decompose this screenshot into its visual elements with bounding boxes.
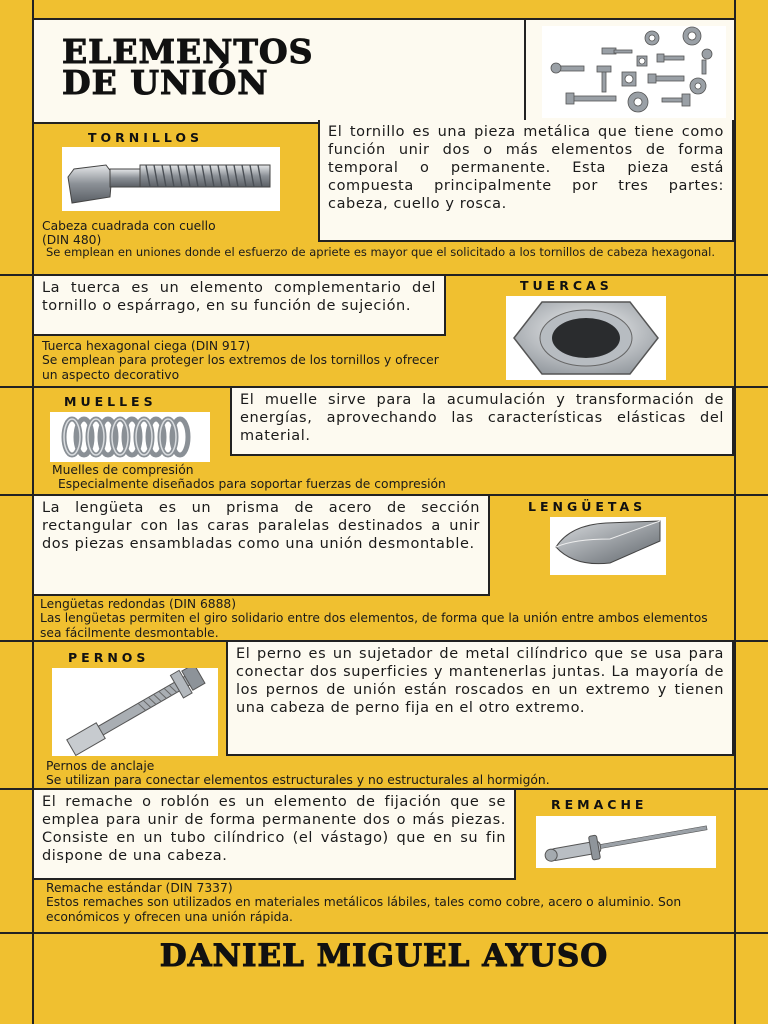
tornillos-caption: Cabeza cuadrada con cuello [42, 219, 216, 233]
frame-line-right [734, 0, 736, 1024]
title-line-2: DE UNIÓN [62, 63, 269, 102]
muelles-note: Especialmente diseñados para soportar fuerzas de compresión [58, 477, 446, 491]
remache-caption: Remache estándar (DIN 7337) [46, 881, 233, 895]
anchor-bolt-image [52, 668, 218, 756]
pernos-caption: Pernos de anclaje [46, 759, 155, 773]
header-divider [524, 20, 526, 122]
page-title [62, 32, 314, 102]
header-panel [34, 18, 734, 124]
lenguetas-title: LENGÜETAS [528, 499, 647, 514]
muelles-caption: Muelles de compresión [52, 463, 194, 477]
remache-note: Estos remaches son utilizados en materiales metálicos lábiles, tales como cobre, acero o aluminio. Son económicos y ofrecen una unión rápida. [46, 895, 682, 924]
rivet-image [536, 816, 716, 868]
tuercas-note: Se emplean para proteger los extremos de los tornillos y ofrecer un aspecto decorativo [42, 353, 439, 382]
hex-nut-image [506, 296, 666, 380]
tornillos-caption-din: (DIN 480) [42, 233, 102, 247]
author-name: DANIEL MIGUEL AYUSO [159, 938, 609, 974]
fasteners-assortment-image [542, 26, 726, 118]
muelles-description: El muelle sirve para la acumulación y transformación de energías, aprovechando las características elásticas del material. [230, 388, 734, 456]
lenguetas-caption: Lengüetas redondas (DIN 6888) [40, 597, 237, 611]
pernos-description: El perno es un sujetador de metal cilíndrico que se usa para conectar dos superficies y mantenerlas juntas. La mayoría de los pernos de unión están roscados en un extremo y tienen una cabeza de perno fija en el otro extremo. [226, 642, 734, 756]
remache-description: El remache o roblón es un elemento de fijación que se emplea para unir de forma permanente dos o más piezas. Consiste en un tubo cilíndrico (el vástago) que en su fin dispone de una cabeza. [34, 790, 516, 880]
tuercas-caption: Tuerca hexagonal ciega (DIN 917) [42, 339, 251, 353]
tornillos-title: TORNILLOS [88, 130, 204, 145]
tuercas-description: La tuerca es un elemento complementario del tornillo o espárrago, en su función de sujeción. [34, 276, 446, 336]
tornillos-note: Se emplean en uniones donde el esfuerzo de apriete es mayor que el solicitado a los tornillos de cabeza hexagonal. [46, 245, 716, 259]
key-image [550, 517, 666, 575]
tornillos-description: El tornillo es una pieza metálica que tiene como función unir dos o más elementos de forma temporal o permanente. Esta pieza está compuesta principalmente por tres partes: cabeza, cuello y rosca. [318, 120, 734, 242]
muelles-title: MUELLES [64, 394, 157, 409]
tuercas-title: TUERCAS [520, 278, 613, 293]
remache-title: REMACHE [551, 797, 648, 812]
title-line-1: ELEMENTOS [62, 32, 314, 71]
lenguetas-note: Las lengüetas permiten el giro solidario entre dos elementos, de forma que la unión entre ambos elementos sea fácilmente desmontable. [40, 611, 708, 640]
pernos-note: Se utilizan para conectar elementos estructurales y no estructurales al hormigón. [46, 773, 550, 787]
separator-6 [0, 932, 768, 934]
screw-image [62, 147, 280, 211]
pernos-title: PERNOS [68, 650, 150, 665]
lenguetas-description: La lengüeta es un prisma de acero de sección rectangular con las caras paralelas destinados a unir dos piezas ensambladas como una unión desmontable. [34, 496, 490, 596]
spring-image [50, 412, 210, 462]
